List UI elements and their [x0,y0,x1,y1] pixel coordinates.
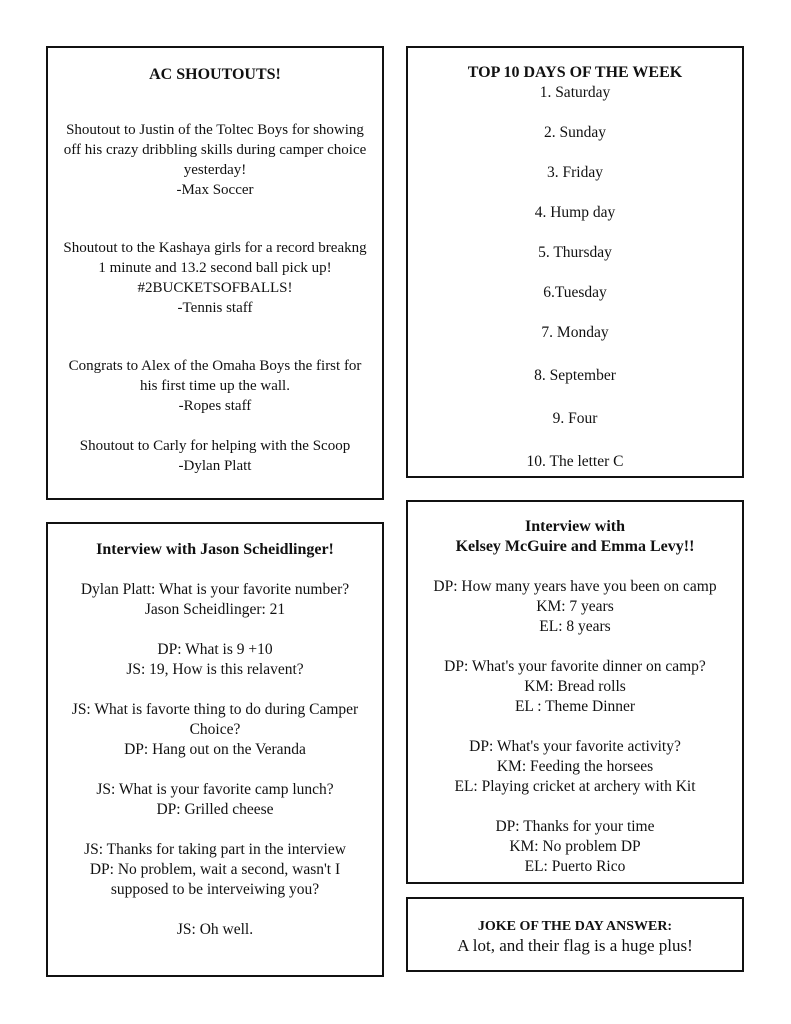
interview-line: JS: Oh well. [176,921,254,938]
top10-title: TOP 10 DAYS OF THE WEEK [467,64,683,81]
interview-line: KM: 7 years [536,598,614,615]
interview-exchange [408,577,742,637]
top10-item: 9. Four [552,410,598,427]
shoutout-signature: -Tennis staff [177,300,253,316]
top10-item: 7. Monday [541,324,609,341]
interview-line: EL: 8 years [539,618,611,635]
interview-line: JS: 19, How is this relavent? [126,661,304,678]
top10-item: 1. Saturday [539,84,611,101]
shoutout-line: Shoutout to Justin of the Toltec Boys for showing [66,122,364,138]
interview-exchange [48,840,382,900]
interview-jason-title: Interview with Jason Scheidlinger! [96,541,334,558]
interview-exchange [408,737,742,797]
interview-kelsey-emma-box [406,500,744,884]
interview-line: DP: What is 9 +10 [157,641,273,658]
shoutout-entry [48,238,382,318]
shoutouts-box [46,46,384,500]
shoutouts-title: AC SHOUTOUTS! [149,66,281,83]
interview-exchange [48,580,382,620]
interview-line: JS: What is favorte thing to do during Camper [71,701,359,718]
interview-line: JS: What is your favorite camp lunch? [96,781,334,798]
interview-jason-box [46,522,384,977]
interview-line: supposed to be interveiwing you? [110,881,320,898]
shoutout-line: yesterday! [183,162,247,178]
top10-item: 8. September [534,367,616,384]
joke-answer: A lot, and their flag is a huge plus! [457,936,693,955]
interview-kelsey-emma-title: Kelsey McGuire and Emma Levy!! [455,538,695,555]
shoutout-signature: -Max Soccer [176,182,254,198]
interview-line: Jason Scheidlinger: 21 [144,601,286,618]
shoutout-line: Shoutout to the Kashaya girls for a record breakng [63,240,367,256]
joke-box [406,897,744,972]
interview-line: KM: No problem DP [509,838,641,855]
interview-line: Choice? [189,721,241,738]
interview-line: DP: How many years have you been on camp [433,578,717,595]
interview-line: Dylan Platt: What is your favorite number? [80,581,350,598]
interview-exchange [408,657,742,717]
top10-item: 10. The letter C [526,453,624,470]
shoutout-line: Congrats to Alex of the Omaha Boys the first for [68,358,362,374]
top10-box [406,46,744,478]
interview-exchange [48,920,382,940]
top10-item: 3. Friday [547,164,603,181]
interview-line: DP: What's your favorite activity? [469,738,681,755]
interview-line: KM: Bread rolls [524,678,626,695]
interview-line: DP: Thanks for your time [495,818,655,835]
shoutout-signature: -Ropes staff [178,398,252,414]
interview-exchange [48,700,382,760]
shoutout-line: #2BUCKETSOFBALLS! [137,280,293,296]
interview-kelsey-emma-title: Interview with [525,518,625,535]
interview-line: DP: What's your favorite dinner on camp? [444,658,706,675]
shoutout-entry [48,436,382,476]
interview-line: JS: Thanks for taking part in the interview [84,841,346,858]
shoutout-signature: -Dylan Platt [178,458,252,474]
top10-item: 5. Thursday [538,244,612,261]
top10-item: 4. Hump day [534,204,616,221]
shoutout-line: his first time up the wall. [140,378,290,394]
top10-item: 6.Tuesday [543,284,607,301]
shoutout-line: off his crazy dribbling skills during camper choice [63,142,367,158]
interview-exchange [48,640,382,680]
interview-exchange [48,780,382,820]
interview-line: EL: Puerto Rico [524,858,626,875]
interview-line: EL: Playing cricket at archery with Kit [454,778,696,795]
shoutout-entry [48,120,382,200]
interview-line: DP: Grilled cheese [156,801,274,818]
shoutout-line: 1 minute and 13.2 second ball pick up! [98,260,332,276]
interview-line: KM: Feeding the horsees [496,758,654,775]
interview-line: DP: Hang out on the Veranda [124,741,306,758]
joke-title: JOKE OF THE DAY ANSWER: [477,919,673,934]
shoutout-line: Shoutout to Carly for helping with the Scoop [79,438,351,454]
shoutout-entry [48,356,382,416]
interview-exchange [408,817,742,877]
interview-line: DP: No problem, wait a second, wasn't I [89,861,341,878]
top10-item: 2. Sunday [544,124,606,141]
interview-line: EL : Theme Dinner [514,698,636,715]
